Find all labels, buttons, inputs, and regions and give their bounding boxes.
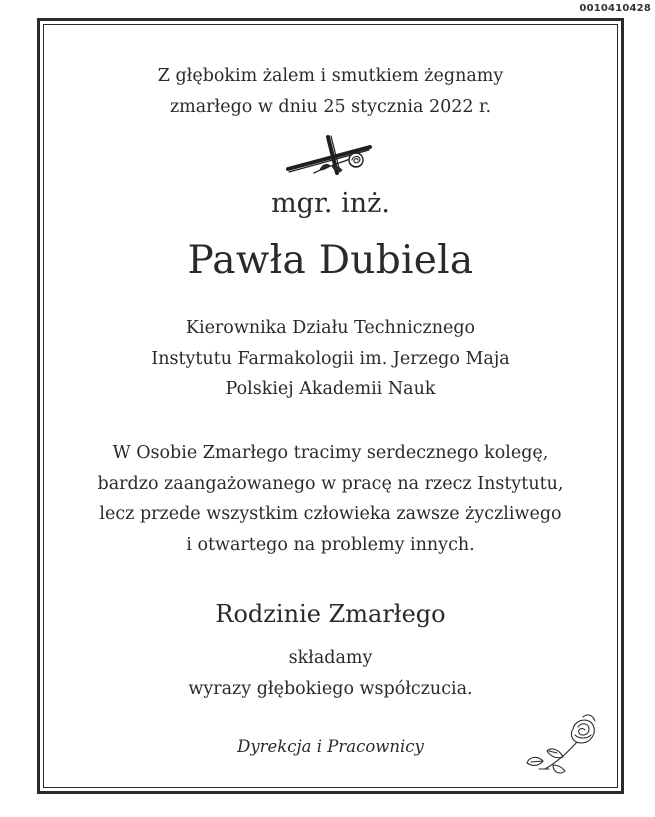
position-line: Polskiej Akademii Nauk <box>225 379 436 399</box>
position-text <box>40 313 621 405</box>
intro-text <box>40 61 621 123</box>
academic-title: mgr. inż. <box>271 188 390 219</box>
condolence-line: składamy <box>288 648 373 668</box>
rose-icon <box>523 711 603 777</box>
tribute-line: bardzo zaangażowanego w pracę na rzecz Instytutu, <box>97 473 564 494</box>
deceased-name: Pawła Dubiela <box>187 238 474 283</box>
tribute-text <box>40 438 621 560</box>
position-line: Instytutu Farmakologii im. Jerzego Maja <box>151 348 510 369</box>
condolence-line: wyrazy głębokiego współczucia. <box>188 678 473 699</box>
document-id: 0010410428 <box>579 3 651 14</box>
tribute-line: i otwartego na problemy innych. <box>186 534 475 555</box>
tribute-line: W Osobie Zmarłego tracimy serdecznego kolegę, <box>112 443 549 463</box>
signature: Dyrekcja i Pracownicy <box>237 737 424 756</box>
obituary-frame <box>37 18 624 794</box>
obituary-content <box>40 21 621 791</box>
position-line: Kierownika Działu Technicznego <box>185 318 476 338</box>
tribute-line: lecz przede wszystkim człowieka zawsze życzliwego <box>99 504 562 524</box>
condolence-text <box>40 643 621 704</box>
intro-line: zmarłego w dniu 25 stycznia 2022 r. <box>169 97 492 117</box>
cross-with-rose-icon <box>284 133 372 177</box>
intro-line: Z głębokim żalem i smutkiem żegnamy <box>157 66 504 86</box>
family-heading: Rodzinie Zmarłego <box>215 600 446 628</box>
